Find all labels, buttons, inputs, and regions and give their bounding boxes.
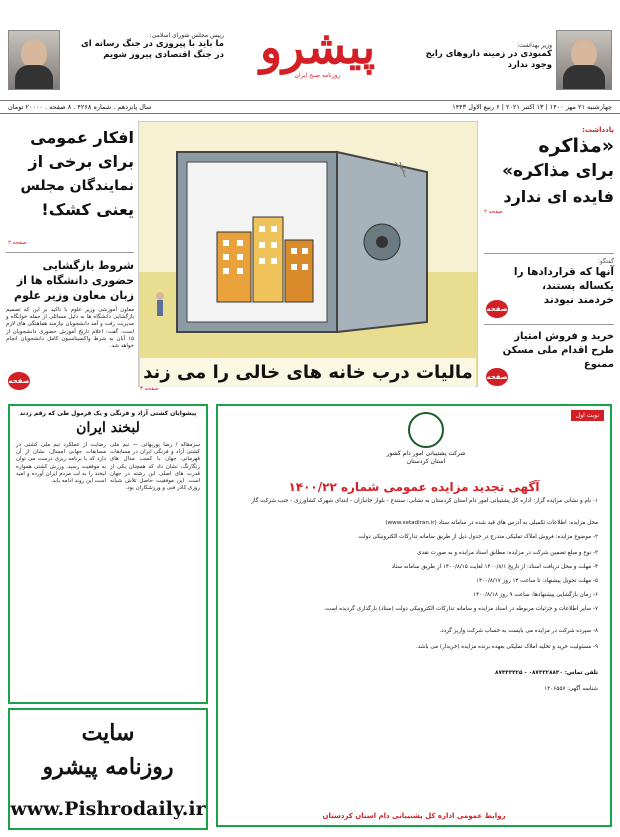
article-column-1: سرمقاله / رضا پوربهائی — تیم ملی کشتی آزاد و فرنگی ایران در مسابقات قهرمانی جهان با کسب مدال های رنگارنگ، نشان داد که همچنان یکی از قدرت های اصلی این رشته در جهان است. این موفقیت حاصل تلاش شبانه روزی کادر فنی و ورزشکاران بود. (110, 442, 200, 492)
ad-footer: روابط عمومی اداره کل پشتیبانی دام استان کردستان (322, 812, 506, 820)
date-line: چهارشنبه ۲۱ مهر ۱۴۰۰ | ۱۳ اکتبر ۲۰۲۱ | ۶ ربیع الاول ۱۴۴۳ (452, 103, 612, 111)
left-story-line-1: ما باید با پیروزی در جنگ رسانه ای (80, 39, 224, 49)
org-line-1: شرکت پشتیبانی امور دام کشور (386, 450, 466, 457)
left-story-title-2: حضوری دانشگاه ها از (16, 274, 134, 287)
left-top-story[interactable] (6, 126, 134, 244)
masthead (0, 0, 620, 124)
right-story3-title-2: طرح اقدام ملی مسکن (502, 345, 614, 356)
ad-title: آگهی تجدید مزایده عمومی شماره ۱۴۰۰/۲۲ (288, 480, 540, 494)
ad-line-8: ۷- سایر اطلاعات و جزئیات مربوطه در اسناد مزایده و سامانه تدارکات الکترونیکی دولت (ستاد) بارگذاری گردیده است. (323, 606, 598, 612)
logo-text: پیشرو (259, 20, 376, 74)
promo-line-1: سایت (81, 720, 135, 746)
right-story2-kicker: گفتگو: (597, 258, 614, 265)
right-big-title-2: برای مذاکره» (502, 161, 614, 181)
ad-line-7: ۶- زمان بازگشایی پیشنهادها: ساعت ۹ روز ۱۴۰۰/۸/۱۸ (473, 592, 598, 598)
ad-contact: تلفن تماس: ۰۸۷۳۳۲۸۸۳۰ - ۸۷۴۴۳۴۲۵ (495, 670, 598, 676)
org-line-2: استان کردستان (406, 458, 446, 465)
left-big-title-3: نمایندگان مجلس (20, 178, 134, 194)
left-big-title-2: برای برخی از (28, 152, 134, 171)
right-big-title-3: فایده ای ندارد (503, 187, 614, 206)
promo-line-2: روزنامه پیشرو (42, 754, 174, 780)
ad-line-4: ۳- نوع و مبلغ تضمین شرکت در مزایده: مطابق اسناد مزایده و به صورت نقدی (417, 550, 598, 556)
org-emblem-icon (408, 412, 444, 448)
right-story-kicker: یادداشت: (582, 126, 614, 134)
right-page-ref: صفحه ۲ (484, 209, 503, 215)
left-story-kicker: رییس مجلس شورای اسلامی: (149, 32, 224, 39)
promo-url[interactable]: www.Pishrodaily.ir (10, 798, 206, 820)
turn-badge: نوبت اول (571, 410, 604, 421)
date-bar (0, 100, 620, 114)
right-big-title-1: «مذاکره (538, 135, 614, 157)
website-promo[interactable] (8, 708, 208, 830)
photo-health-minister (556, 30, 612, 90)
right-story2-title-1: آنها که قراردادها را (513, 266, 614, 278)
left-story-body: معاون آموزشی وزیر علوم با تاکید بر این که تصمیم بازگشایی دانشگاه ها به دلیل مسائلی از جمله خوابگاه و مدیریت رفت و آمد دانشجویان نیازمند هماهنگی های لازم است، گفت: اعلام تاریخ آموزش حضوری دانشجویان از ۱۵ آبان به شرط واکسیناسیون کامل دانشجویان انجام خواهد شد. (6, 307, 134, 350)
ad-line-10: ۹- مسئولیت خرید و تخلیه املاک تملیکی بعهده برنده مزایده (خریدار) می باشد. (415, 644, 598, 650)
left-page-ref: صفحه ۲ (8, 240, 27, 246)
left-story[interactable] (6, 258, 134, 350)
ad-line-6: ۵- مهلت تحویل پیشنهاد: تا ساعت ۱۴ روز ۱۴۰۰/۸/۱۷ (475, 578, 598, 584)
ad-id: شناسه آگهی: ۱۲۰۶۵۵۷ (544, 686, 598, 692)
logo[interactable] (230, 18, 405, 92)
right-story2-title-3: خردمند نبودند (543, 294, 614, 306)
ad-line-2: محل مزایده: اطلاعات تکمیلی به آدرس های قید شده در سامانه ستاد (www.setadiran.ir) (385, 520, 598, 526)
issue-line: سال پانزدهم . شماره ۴۲۶۸ . ۸ صفحه . ۲۰۰۰۰ تومان (8, 103, 152, 111)
cartoon-headline[interactable]: مالیات درب خانه های خالی را می زند (140, 358, 476, 388)
logo-subtitle: روزنامه صبح ایران (294, 72, 341, 79)
photo-parliament-speaker (8, 30, 60, 90)
right-top-story[interactable] (484, 126, 614, 250)
left-big-title-1: افکار عمومی (30, 128, 134, 147)
page-badge[interactable]: صفحه (8, 372, 30, 390)
page-badge[interactable]: صفحه (486, 368, 508, 386)
safe-cartoon-icon (138, 122, 477, 387)
cartoon-page-ref: صفحه ۳ (140, 386, 159, 392)
right-story-kicker: وزیر بهداشت: (517, 42, 552, 49)
cartoon-illustration (138, 121, 478, 387)
article-kicker: پیشوایان کشتی آزاد و فرنگی و یک فرمول طی که رقم زدند (19, 410, 197, 417)
ad-body (224, 498, 604, 798)
right-story3-title-1: خرید و فروش امتیاز (514, 331, 614, 342)
ad-line-1: ۱- نام و نشانی مزایده گزار: اداره کل پشتیبانی امور دام استان کردستان به نشانی: سنندج - بلوار جانبازان - ابتدای شهرک کشاورزی - جنب شرکت گاز (251, 498, 598, 504)
article-column-2: رضایت از عملکرد تیم ملی کشتی در مسابقات جهانی امسال، نشان از آن دارد که با برنامه ریزی درست می توان به موفقیت رسید. ورزش کشتی همواره لبخند را به لب مردم ایران آورده و امید است این روند ادامه یابد. (16, 442, 106, 485)
page-badge[interactable]: صفحه (486, 300, 508, 318)
left-header-story[interactable] (64, 32, 224, 61)
ad-line-3: ۲- موضوع مزایده: فروش املاک تملیکی مندرج در جدول ذیل از طریق سامانه تدارکات الکترونیکی دولت (358, 534, 598, 540)
sports-article[interactable] (8, 404, 208, 704)
right-story3-title-3: ممنوع (583, 359, 614, 370)
ad-line-5: ۴- مهلت و محل دریافت اسناد: از تاریخ ۱۴۰۰/۸/۱ لغایت ۱۴۰۰/۸/۱۵ از طریق سامانه ستاد (391, 564, 598, 570)
right-story-line-1: کمبودی در زمینه داروهای رایج (425, 49, 552, 59)
left-story-line-2: در جنگ اقتصادی پیروز شویم (103, 50, 224, 60)
left-story-title-3: زبان معاون وزیر علوم (14, 289, 134, 302)
article-title: لبخند ایران (76, 420, 140, 436)
divider (484, 324, 614, 325)
right-story2-title-2: یکساله بستند، (542, 280, 614, 292)
divider (6, 252, 134, 253)
left-big-title-4: یعنی کشک! (41, 200, 134, 219)
right-header-story[interactable] (400, 42, 552, 71)
ad-line-9: ۸- سپرده شرکت در مزایده می بایست به حساب شرکت واریز گردد. (439, 628, 598, 634)
left-story-title-1: شروط بازگشایی (42, 259, 134, 272)
right-story-line-2: وجود ندارد (507, 60, 552, 70)
divider (484, 253, 614, 254)
